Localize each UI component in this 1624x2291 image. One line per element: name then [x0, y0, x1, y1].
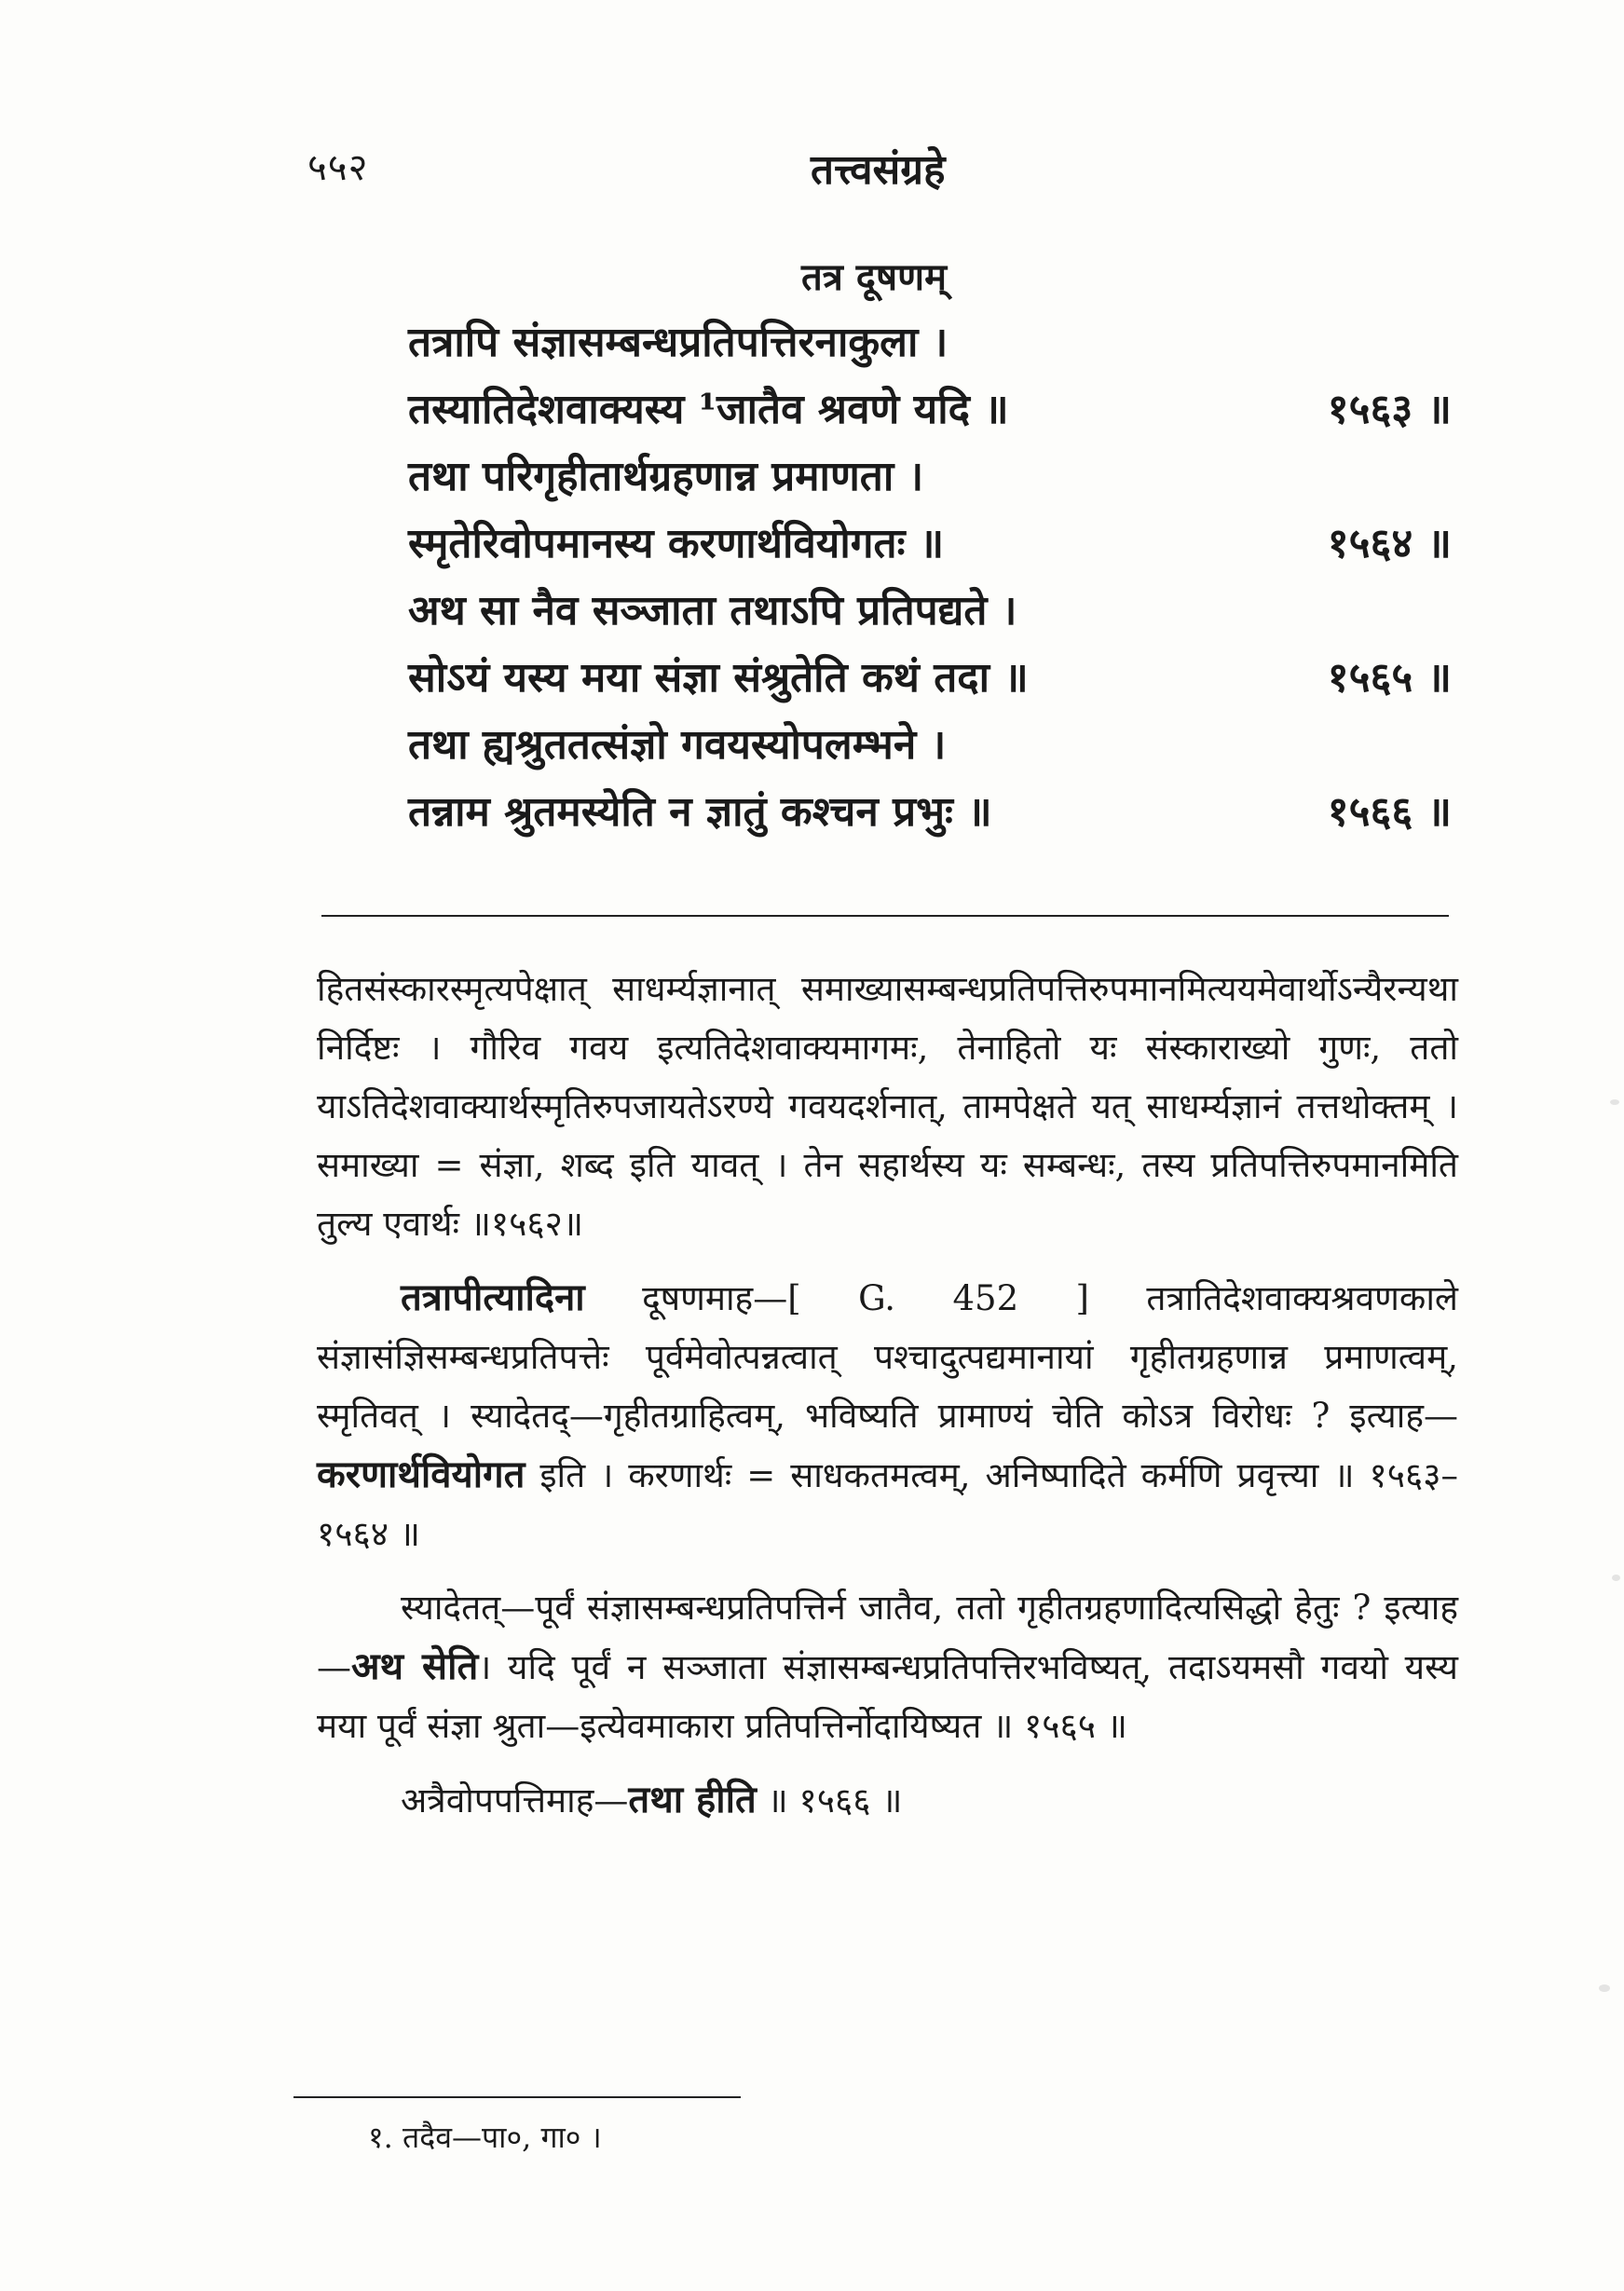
verse-line — [408, 312, 1452, 379]
verse-line — [408, 648, 1452, 715]
verse-line — [408, 513, 1452, 580]
commentary-text: । यदि पूर्वं न सञ्जाता संज्ञासम्बन्धप्रतिपत्तिरभविष्यत्, तदाऽयमसौ गवयो यस्य मया पूर्वं संज्ञा श्रुता—इत्येवमाकारा प्रतिपत्तिर्नोदायिष्यत ॥ १५६५ ॥ — [317, 1647, 1458, 1746]
verse-number: १५६५ ॥ — [1327, 654, 1452, 702]
verse-commentary-divider — [321, 915, 1449, 917]
verse-line — [408, 379, 1452, 446]
verse-text: सोऽयं यस्य मया संज्ञा संश्रुतेति कथं तदा ॥ — [408, 654, 1029, 702]
page-number: ५५२ — [307, 146, 369, 189]
footnote: १. तदैव—पा०, गा० । — [368, 2120, 602, 2155]
footnote-divider — [293, 2096, 741, 2098]
verse-text: तन्नाम श्रुतमस्येति न ज्ञातुं कश्चन प्रभुः ॥ — [408, 788, 992, 836]
commentary-text: हितसंस्कारस्मृत्यपेक्षात् साधर्म्यज्ञानात् समाख्यासम्बन्धप्रतिपत्तिरुपमानमित्ययमेवार्थोऽन्यैरन्यथा निर्दिष्टः । गौरिव गवय इत्यतिदेशवाक्यमागमः, तेनाहितो यः संस्काराख्यो गुणः, ततो याऽतिदेशवाक्यार्थस्मृतिरुपजायतेऽरण्ये गवयदर्शनात्, तामपेक्षते यत् साधर्म्यज्ञानं तत्तथोक्तम् । समाख्या = संज्ञा, शब्द इति यावत् । तेन सहार्थस्य यः सम्बन्धः, तस्य प्रतिपत्तिरुपमानमिति तुल्य एवार्थः ॥१५६२॥ — [317, 969, 1458, 1244]
verse-number: १५६३ ॥ — [1327, 386, 1452, 433]
verse-text: तत्रापि संज्ञासम्बन्धप्रतिपत्तिरनाकुला । — [408, 319, 948, 366]
verse-block — [408, 312, 1452, 849]
verse-text: अथ सा नैव सञ्जाता तथाऽपि प्रतिपद्यते । — [408, 587, 1017, 634]
commentary-lemma: अथ सेति — [351, 1644, 479, 1688]
page-header — [0, 140, 1624, 196]
verse-text: तस्यातिदेशवाक्यस्य ¹जातैव श्रवणे यदि ॥ — [408, 386, 1009, 433]
commentary-block — [317, 960, 1458, 1845]
verse-line — [408, 715, 1452, 782]
commentary-lemma: तत्रापीत्यादिना — [401, 1275, 585, 1319]
verse-number: १५६६ ॥ — [1327, 788, 1452, 836]
commentary-text: दूषणमाह—[ G. 452 ] तत्रातिदेशवाक्यश्रवणकाले संज्ञासंज्ञिसम्बन्धप्रतिपत्तेः पूर्वमेवोत्पन्नत्वात् पश्चादुत्पद्यमानायां गृहीतग्रहणान्न प्रमाणत्वम्, स्मृतिवत् । स्यादेतद्—गृहीतग्राहित्वम्, भविष्यति प्रामाण्यं चेति कोऽत्र विरोधः ? इत्याह— — [317, 1278, 1458, 1436]
verse-line — [408, 446, 1452, 513]
commentary-text: इति । करणार्थः = साधकतमत्वम्, अनिष्पादिते कर्मणि प्रवृत्त्या ॥ १५६३–१५६४ ॥ — [317, 1455, 1458, 1554]
verse-number: १५६४ ॥ — [1327, 520, 1452, 567]
verse-line — [408, 580, 1452, 648]
running-title: तत्त्वसंग्रहे — [811, 146, 946, 194]
commentary-paragraph — [317, 1268, 1458, 1563]
section-title: तत्र दूषणम् — [801, 255, 948, 299]
verse-text: स्मृतेरिवोपमानस्य करणार्थवियोगतः ॥ — [408, 520, 945, 567]
commentary-text: अत्रैवोपपत्तिमाह— — [401, 1780, 629, 1821]
commentary-text: स्यादेतत्—पूर्वं संज्ञासम्बन्धप्रतिपत्तिर्न जातैव, ततो गृहीतग्रहणादित्यसिद्धो हेतुः ? इत्याह— — [317, 1588, 1458, 1687]
verse-text: तथा ह्यश्रुततत्संज्ञो गवयस्योपलम्भने । — [408, 721, 947, 769]
commentary-lemma: करणार्थवियोगत — [317, 1452, 525, 1496]
scan-speck — [1599, 1984, 1610, 1992]
scan-speck — [1610, 1099, 1619, 1105]
verse-text: तथा परिगृहीतार्थग्रहणान्न प्रमाणता । — [408, 453, 924, 500]
commentary-paragraph — [317, 1578, 1458, 1755]
commentary-lemma: तथा हीति — [628, 1778, 757, 1821]
scan-speck — [1612, 1575, 1620, 1581]
commentary-text: ॥ १५६६ ॥ — [756, 1780, 903, 1821]
verse-line — [408, 782, 1452, 849]
commentary-paragraph — [317, 1770, 1458, 1830]
commentary-paragraph — [317, 960, 1458, 1253]
